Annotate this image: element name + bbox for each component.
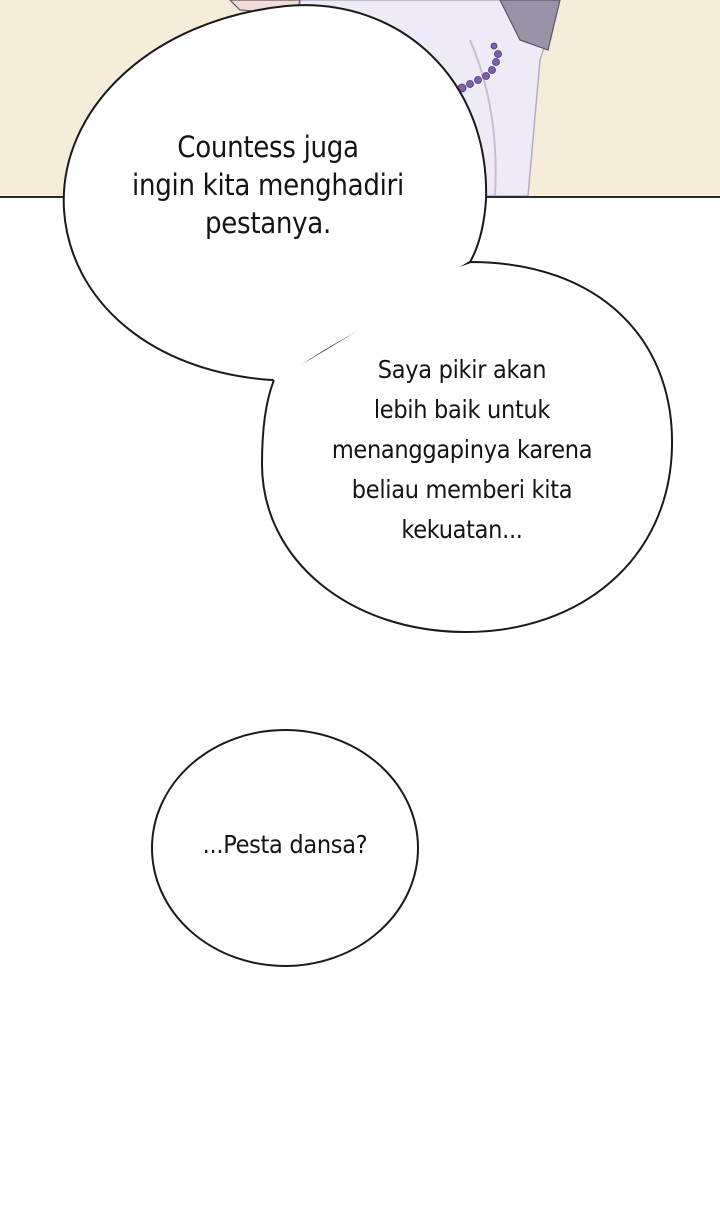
bubble-2-text: Saya pikir akan lebih baik untuk menanggapinya karena beliau memberi kita kekuatan... (331, 355, 593, 544)
bubble-3-text: ...Pesta dansa? (202, 830, 368, 859)
bubble-1-text: Countess juga ingin kita menghadiri pestanya. (132, 130, 404, 240)
